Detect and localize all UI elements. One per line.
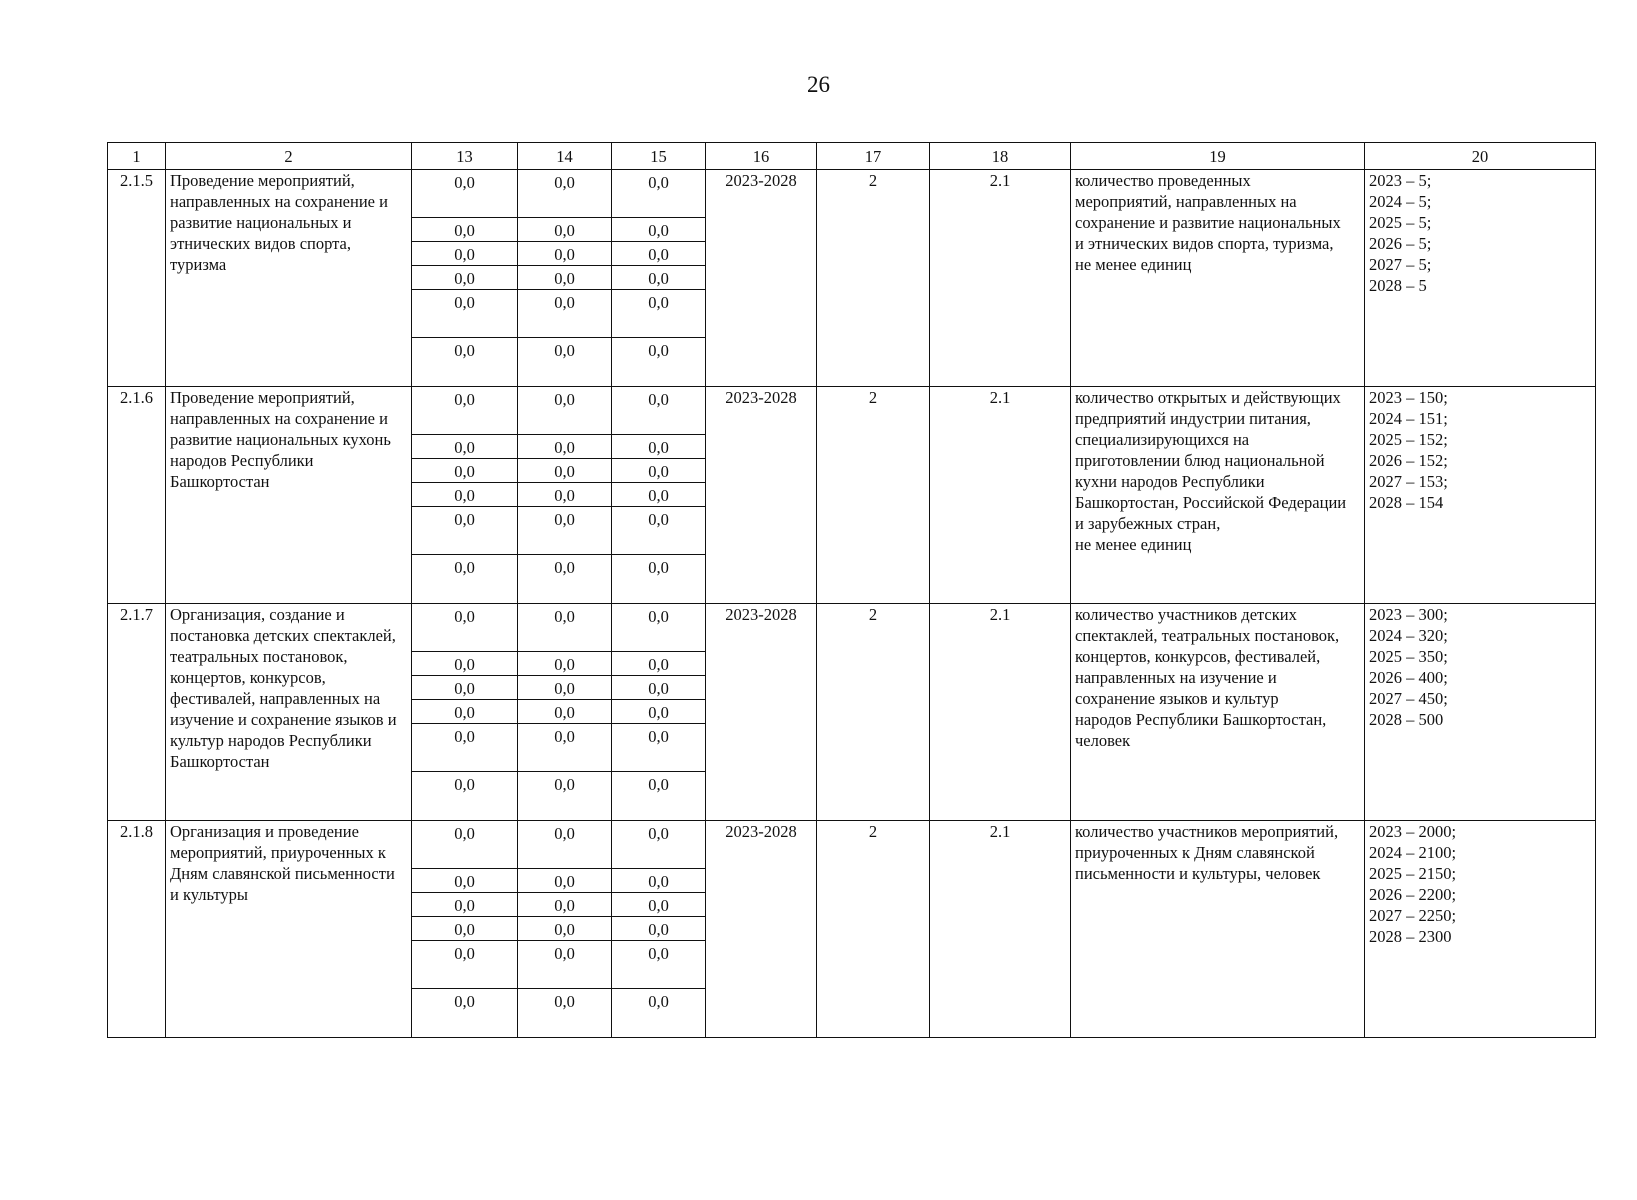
row-name: Организация и проведение мероприятий, приуроченных к Дням славянской письменности и культуры bbox=[166, 821, 412, 1038]
funding-value: 0,0 bbox=[518, 700, 611, 724]
funding-value: 0,0 bbox=[412, 387, 517, 435]
funding-stack bbox=[518, 604, 611, 820]
funding-stack bbox=[412, 821, 517, 1037]
row-col-17: 2 bbox=[817, 604, 930, 821]
header-cell: 17 bbox=[817, 143, 930, 170]
header-cell: 14 bbox=[518, 143, 612, 170]
row-code: 2.1.6 bbox=[108, 387, 166, 604]
funding-value: 0,0 bbox=[612, 290, 705, 338]
funding-value: 0,0 bbox=[612, 893, 705, 917]
header-cell: 19 bbox=[1071, 143, 1365, 170]
funding-value: 0,0 bbox=[454, 775, 475, 794]
funding-value: 0,0 bbox=[412, 917, 517, 941]
funding-value: 0,0 bbox=[518, 893, 611, 917]
funding-value: 0,0 bbox=[612, 459, 705, 483]
row-targets: 2023 – 150; 2024 – 151; 2025 – 152; 2026 – 152; 2027 – 153; 2028 – 154 bbox=[1365, 387, 1596, 604]
funding-stack bbox=[412, 387, 517, 603]
funding-stack bbox=[612, 821, 705, 1037]
funding-value: 0,0 bbox=[412, 869, 517, 893]
funding-value: 0,0 bbox=[612, 266, 705, 290]
row-col-18: 2.1 bbox=[930, 604, 1071, 821]
row-targets: 2023 – 300; 2024 – 320; 2025 – 350; 2026 – 400; 2027 – 450; 2028 – 500 bbox=[1365, 604, 1596, 821]
header-cell: 1 bbox=[108, 143, 166, 170]
funding-value: 0,0 bbox=[518, 821, 611, 869]
row-name: Проведение мероприятий, направленных на сохранение и развитие национальных и этнических видов спорта, туризма bbox=[166, 170, 412, 387]
row-period: 2023-2028 bbox=[706, 604, 817, 821]
funding-value: 0,0 bbox=[612, 218, 705, 242]
funding-value: 0,0 bbox=[554, 775, 575, 794]
row-indicator: количество открытых и действующих предприятий индустрии питания, специализирующихся на приготовлении блюд национальной кухни народов Республики Башкортостан, Российской Федерации и зарубежных стран, не менее единиц bbox=[1071, 387, 1365, 604]
funding-value: 0,0 bbox=[518, 652, 611, 676]
funding-stack bbox=[612, 387, 705, 603]
funding-col-13 bbox=[412, 821, 518, 1038]
funding-value: 0,0 bbox=[412, 724, 517, 772]
funding-value: 0,0 bbox=[612, 483, 705, 507]
row-col-17: 2 bbox=[817, 170, 930, 387]
funding-value: 0,0 bbox=[518, 170, 611, 218]
funding-value: 0,0 bbox=[412, 170, 517, 218]
funding-value: 0,0 bbox=[612, 604, 705, 652]
funding-value: 0,0 bbox=[518, 507, 611, 555]
funding-value: 0,0 bbox=[412, 604, 517, 652]
row-period: 2023-2028 bbox=[706, 387, 817, 604]
funding-value: 0,0 bbox=[412, 435, 517, 459]
funding-stack bbox=[518, 387, 611, 603]
funding-value: 0,0 bbox=[412, 266, 517, 290]
table-row bbox=[108, 170, 1596, 387]
row-col-18: 2.1 bbox=[930, 170, 1071, 387]
funding-value: 0,0 bbox=[612, 700, 705, 724]
funding-col-13 bbox=[412, 604, 518, 821]
row-name: Проведение мероприятий, направленных на сохранение и развитие национальных кухонь народов Республики Башкортостан bbox=[166, 387, 412, 604]
funding-value: 0,0 bbox=[412, 459, 517, 483]
funding-value: 0,0 bbox=[518, 266, 611, 290]
funding-value: 0,0 bbox=[612, 869, 705, 893]
funding-col-15 bbox=[612, 821, 706, 1038]
funding-col-13 bbox=[412, 170, 518, 387]
funding-value: 0,0 bbox=[518, 917, 611, 941]
funding-value: 0,0 bbox=[612, 724, 705, 772]
program-table bbox=[107, 142, 1596, 1038]
funding-value: 0,0 bbox=[412, 218, 517, 242]
row-code: 2.1.7 bbox=[108, 604, 166, 821]
funding-col-14 bbox=[518, 387, 612, 604]
funding-value: 0,0 bbox=[518, 387, 611, 435]
funding-value: 0,0 bbox=[612, 941, 705, 989]
header-row bbox=[108, 143, 1596, 170]
funding-value: 0,0 bbox=[612, 652, 705, 676]
funding-col-13 bbox=[412, 387, 518, 604]
funding-value: 0,0 bbox=[612, 917, 705, 941]
header-cell: 15 bbox=[612, 143, 706, 170]
funding-value: 0,0 bbox=[518, 676, 611, 700]
header-cell: 18 bbox=[930, 143, 1071, 170]
funding-value: 0,0 bbox=[412, 700, 517, 724]
funding-value: 0,0 bbox=[612, 242, 705, 266]
funding-stack bbox=[612, 170, 705, 386]
funding-value: 0,0 bbox=[648, 992, 669, 1011]
funding-value: 0,0 bbox=[518, 869, 611, 893]
funding-value: 0,0 bbox=[612, 435, 705, 459]
funding-value: 0,0 bbox=[648, 558, 669, 577]
funding-value: 0,0 bbox=[412, 676, 517, 700]
funding-value: 0,0 bbox=[454, 992, 475, 1011]
funding-col-15 bbox=[612, 604, 706, 821]
funding-value: 0,0 bbox=[612, 821, 705, 869]
funding-value: 0,0 bbox=[518, 724, 611, 772]
table-row bbox=[108, 387, 1596, 604]
funding-value: 0,0 bbox=[648, 341, 669, 360]
row-period: 2023-2028 bbox=[706, 821, 817, 1038]
funding-value: 0,0 bbox=[554, 558, 575, 577]
row-col-18: 2.1 bbox=[930, 387, 1071, 604]
funding-stack bbox=[412, 170, 517, 386]
header-cell: 2 bbox=[166, 143, 412, 170]
funding-value: 0,0 bbox=[412, 893, 517, 917]
funding-value: 0,0 bbox=[518, 459, 611, 483]
funding-value: 0,0 bbox=[554, 992, 575, 1011]
funding-value: 0,0 bbox=[554, 341, 575, 360]
funding-value: 0,0 bbox=[454, 558, 475, 577]
funding-col-14 bbox=[518, 821, 612, 1038]
row-code: 2.1.5 bbox=[108, 170, 166, 387]
row-code: 2.1.8 bbox=[108, 821, 166, 1038]
funding-value: 0,0 bbox=[648, 775, 669, 794]
row-targets: 2023 – 2000; 2024 – 2100; 2025 – 2150; 2026 – 2200; 2027 – 2250; 2028 – 2300 bbox=[1365, 821, 1596, 1038]
funding-stack bbox=[518, 170, 611, 386]
funding-stack bbox=[518, 821, 611, 1037]
funding-value: 0,0 bbox=[412, 483, 517, 507]
funding-value: 0,0 bbox=[412, 821, 517, 869]
funding-value: 0,0 bbox=[612, 507, 705, 555]
funding-value: 0,0 bbox=[412, 652, 517, 676]
row-indicator: количество проведенных мероприятий, направленных на сохранение и развитие национальных и этнических видов спорта, туризма, не менее единиц bbox=[1071, 170, 1365, 387]
funding-value: 0,0 bbox=[612, 676, 705, 700]
funding-value: 0,0 bbox=[518, 290, 611, 338]
funding-value: 0,0 bbox=[518, 941, 611, 989]
funding-col-15 bbox=[612, 170, 706, 387]
funding-value: 0,0 bbox=[412, 290, 517, 338]
funding-value: 0,0 bbox=[454, 341, 475, 360]
funding-value: 0,0 bbox=[412, 507, 517, 555]
row-col-18: 2.1 bbox=[930, 821, 1071, 1038]
funding-stack bbox=[412, 604, 517, 820]
funding-value: 0,0 bbox=[412, 941, 517, 989]
row-targets: 2023 – 5; 2024 – 5; 2025 – 5; 2026 – 5; 2027 – 5; 2028 – 5 bbox=[1365, 170, 1596, 387]
header-cell: 16 bbox=[706, 143, 817, 170]
funding-stack bbox=[612, 604, 705, 820]
funding-value: 0,0 bbox=[612, 170, 705, 218]
row-indicator: количество участников детских спектаклей, театральных постановок, концертов, конкурсов, фестивалей, направленных на изучение и сохранение языков и культур народов Республики Башкортостан, человек bbox=[1071, 604, 1365, 821]
header-cell: 13 bbox=[412, 143, 518, 170]
funding-value: 0,0 bbox=[412, 242, 517, 266]
funding-value: 0,0 bbox=[518, 604, 611, 652]
row-indicator: количество участников мероприятий, приуроченных к Дням славянской письменности и культуры, человек bbox=[1071, 821, 1365, 1038]
row-period: 2023-2028 bbox=[706, 170, 817, 387]
funding-col-14 bbox=[518, 170, 612, 387]
header-cell: 20 bbox=[1365, 143, 1596, 170]
table-row bbox=[108, 821, 1596, 1038]
funding-value: 0,0 bbox=[518, 218, 611, 242]
funding-value: 0,0 bbox=[518, 483, 611, 507]
funding-value: 0,0 bbox=[518, 242, 611, 266]
page-number: 26 bbox=[807, 72, 830, 97]
funding-col-14 bbox=[518, 604, 612, 821]
funding-col-15 bbox=[612, 387, 706, 604]
funding-value: 0,0 bbox=[612, 387, 705, 435]
row-name: Организация, создание и постановка детских спектаклей, театральных постановок, концертов, конкурсов, фестивалей, направленных на изучение и сохранение языков и культур народов Республики Башкортостан bbox=[166, 604, 412, 821]
row-col-17: 2 bbox=[817, 387, 930, 604]
table-row bbox=[108, 604, 1596, 821]
funding-value: 0,0 bbox=[518, 435, 611, 459]
row-col-17: 2 bbox=[817, 821, 930, 1038]
